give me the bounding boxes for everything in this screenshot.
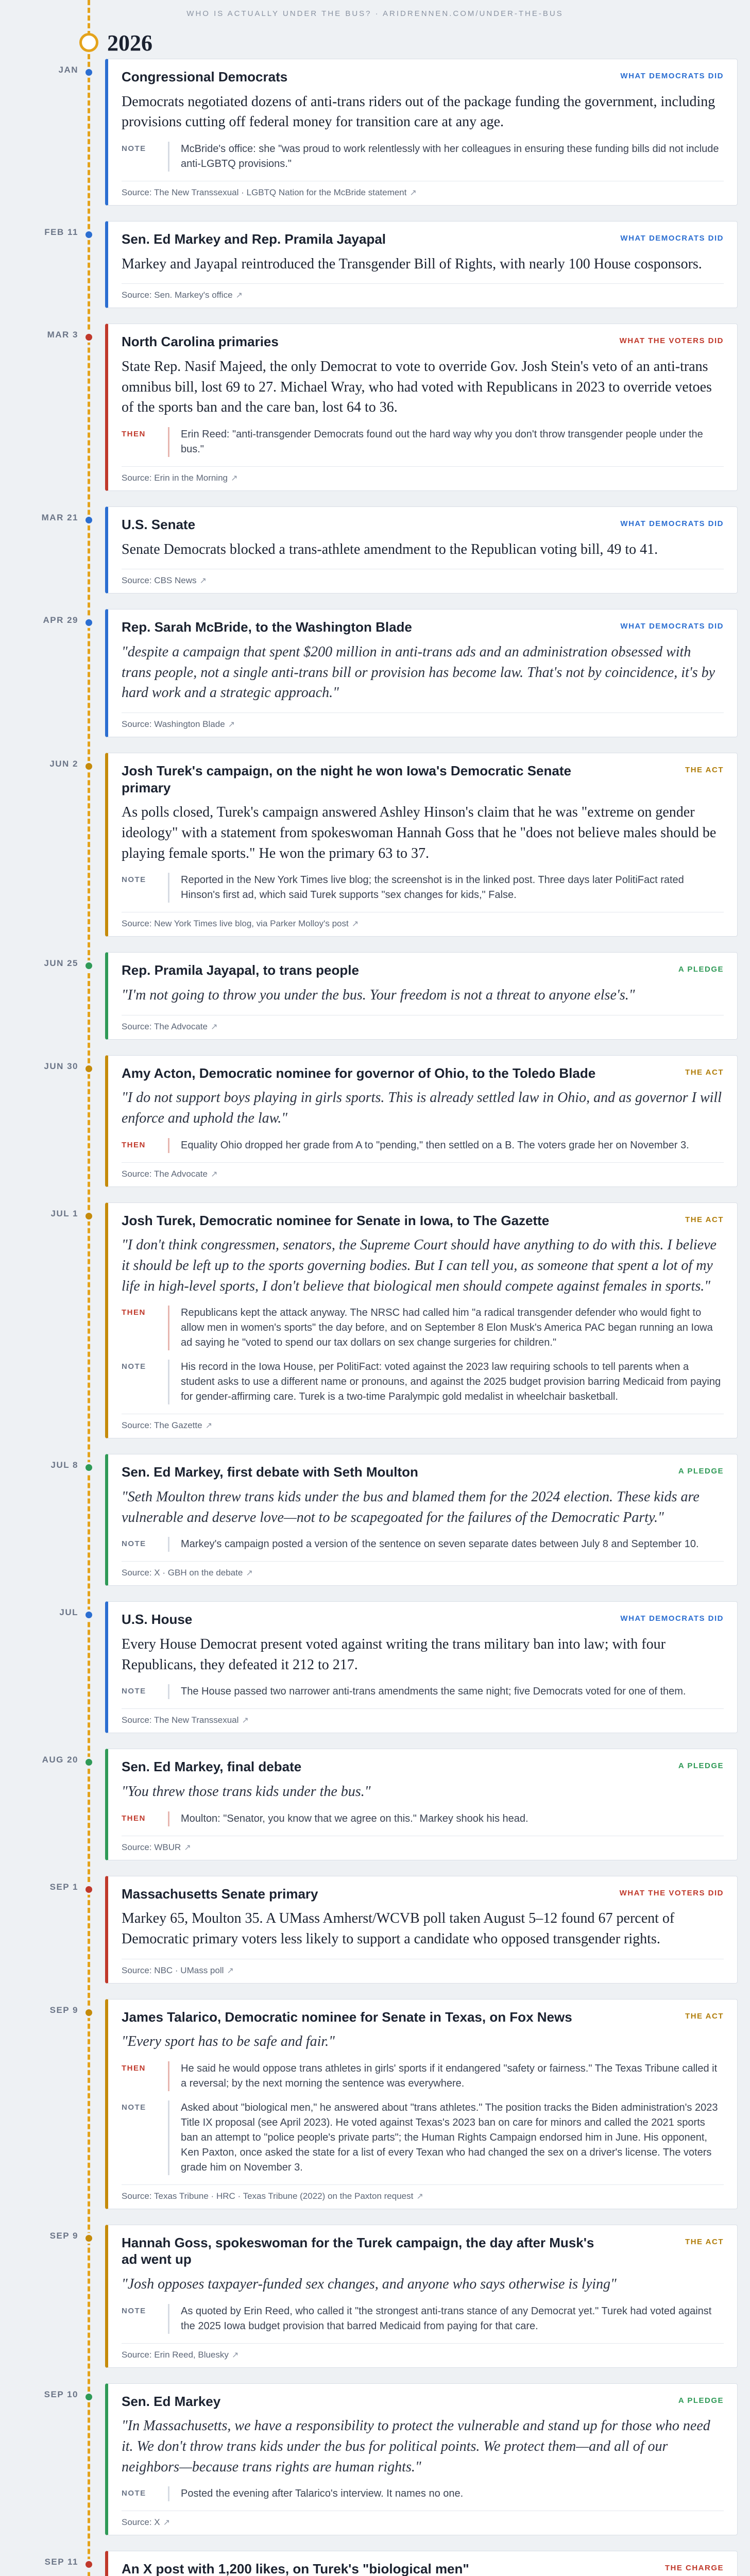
year-row (0, 27, 750, 59)
timeline-entry (0, 753, 750, 937)
entry-quote: "I don't think congressmen, senators, the Supreme Court should have anything to do with this. I believe it should be left up to the sports governing bodies. But I can tell you, as someone that spent a lot of my life in high-level sports, I don't believe that biological men should compete against females in sports." (122, 1237, 717, 1294)
source-link[interactable] (122, 2350, 724, 2360)
source-link[interactable] (122, 1022, 724, 1032)
external-link-icon[interactable]: ↗ (231, 2350, 239, 2360)
external-link-icon[interactable]: ↗ (199, 577, 207, 586)
timeline-dot-icon (83, 960, 94, 971)
sub-text: As quoted by Erin Reed, who called it "the strongest anti-trans stance of any Democrat yet." Turek had voted against the 2025 Iowa budget provision that barred Medicaid from paying for that care. (168, 2304, 724, 2334)
sub-text: Reported in the New York Times live blog; the screenshot is in the linked post. Three days later PolitiFact rated Hinson's first ad, which said Turek supports "sex changes for kids," False. (168, 873, 724, 903)
entry-actor: Sen. Ed Markey (122, 2393, 221, 2409)
entry-note (122, 1684, 724, 1699)
entry-actor: Sen. Ed Markey, first debate with Seth Moulton (122, 1464, 418, 1480)
source-text[interactable]: Source: The New Transsexual · LGBTQ Nation for the McBride statement (122, 188, 407, 197)
external-link-icon[interactable]: ↗ (416, 2192, 423, 2201)
timeline-entry (0, 609, 750, 737)
external-link-icon[interactable]: ↗ (163, 2518, 171, 2528)
entry-actor: U.S. Senate (122, 517, 196, 532)
entry-header (122, 333, 724, 350)
source-link[interactable] (122, 1568, 724, 1578)
entry-header (122, 1886, 724, 1903)
timeline-dot-icon (83, 2007, 94, 2018)
timeline-entry (0, 221, 750, 308)
entry-card (105, 952, 738, 1039)
entry-card (105, 1055, 738, 1187)
source-text[interactable]: Source: WBUR (122, 1842, 181, 1852)
source-link[interactable] (122, 473, 724, 483)
sub-text: Equality Ohio dropped her grade from A to "pending," then settled on a B. The voters grade her on November 3. (168, 1138, 724, 1153)
sub-tag: THEN (122, 1140, 146, 1149)
entry-then (122, 2061, 724, 2091)
entry-then (122, 1138, 724, 1153)
timeline-dot-icon (83, 67, 94, 78)
entry-header (122, 1464, 724, 1481)
sub-text: He said he would oppose trans athletes in girls' sports if it endangered "safety or fairness." The Texas Tribune called it a reversal; by the next morning the sentence was everywhere. (168, 2061, 724, 2091)
entry-category-badge: THE ACT (685, 766, 724, 774)
external-link-icon[interactable]: ↗ (205, 1421, 212, 1431)
external-link-icon[interactable]: ↗ (235, 291, 243, 300)
entry-quote: "despite a campaign that spent $200 million in anti-trans ads and an administration obsessed with trans people, not a single anti-trans bill or provision has become law. That's not by coincidence, it's by hard work and a strategic approach." (122, 643, 715, 701)
timeline-entry (0, 1055, 750, 1187)
source-link[interactable] (122, 1420, 724, 1431)
card-divider (122, 1561, 724, 1562)
entry-card (105, 2551, 738, 2576)
entry-actor: James Talarico, Democratic nominee for Senate in Texas, on Fox News (122, 2009, 572, 2025)
entry-date: JUL (59, 1607, 78, 1618)
entry-card (105, 1454, 738, 1586)
entry-body: Every House Democrat present voted against writing the trans military ban into law; with four Republicans, they defeated it 212 to 217. (122, 1636, 666, 1673)
entry-header (122, 1758, 724, 1775)
entry-card (105, 506, 738, 594)
card-divider (122, 1708, 724, 1709)
timeline-dot-icon (83, 1211, 94, 1222)
entry-header (122, 2561, 724, 2576)
entry-card (105, 2383, 738, 2536)
entry-actor: North Carolina primaries (122, 334, 279, 350)
entry-quote: "Seth Moulton threw trans kids under the bus and blamed them for the 2024 election. These kids are vulnerable and deserve love—not to be scapegoated for the failures of the Democratic Party." (122, 1488, 700, 1526)
source-text[interactable]: Source: CBS News (122, 575, 197, 586)
entry-date: SEP 9 (49, 2230, 78, 2241)
entry-body: Democrats negotiated dozens of anti-trans riders out of the package funding the government, including provisions cutting off federal money for transition care at any age. (122, 93, 715, 130)
sub-tag: NOTE (122, 1687, 146, 1696)
entry-date: JUL 1 (50, 1208, 78, 1218)
card-divider (122, 2184, 724, 2185)
timeline-dot-icon (83, 229, 94, 240)
external-link-icon[interactable]: ↗ (246, 1569, 253, 1578)
entry-note (122, 1360, 724, 1404)
sub-text: Republicans kept the attack anyway. The NRSC had called him "a radical transgender defender who would fight to allow men in women's sports" the day before, and on September 8 Elon Musk's America PAC began running an Iowa ad saying he "voted to spend our tax dollars on sex change surgeries for children." (168, 1306, 724, 1350)
source-link[interactable] (122, 919, 724, 929)
entry-date: SEP 11 (44, 2557, 78, 2567)
entry-date: FEB 11 (44, 227, 78, 237)
entry-header (122, 1065, 724, 1082)
sub-tag: NOTE (122, 144, 146, 153)
entry-category-badge: WHAT DEMOCRATS DID (620, 622, 724, 631)
source-text[interactable]: Source: NBC · UMass poll (122, 1965, 224, 1975)
entry-card (105, 1999, 738, 2209)
entry-date: MAR 3 (47, 330, 78, 340)
entry-category-badge: THE ACT (685, 2011, 724, 2021)
external-link-icon[interactable]: ↗ (210, 1170, 218, 1179)
external-link-icon[interactable]: ↗ (184, 1843, 191, 1852)
entry-date: SEP 9 (49, 2005, 78, 2015)
timeline-dot-icon (83, 617, 94, 628)
entry-card (105, 324, 738, 491)
site-header-text: WHO IS ACTUALLY UNDER THE BUS? · ARIDRENNEN.COM/UNDER-THE-BUS (186, 9, 564, 18)
source-link[interactable] (122, 2191, 724, 2201)
sub-tag: NOTE (122, 1539, 146, 1549)
source-text[interactable]: Source: Sen. Markey's office (122, 290, 233, 300)
entry-header (122, 2009, 724, 2026)
entry-date: SEP 1 (49, 1882, 78, 1892)
sub-text: His record in the Iowa House, per PolitiFact: voted against the 2023 law requiring schools to tell parents when a student asks to use a different name or pronouns, and against the 2025 budget provision barring Medicaid from paying for gender-affirming care. Turek is a two-time Paralympic gold medalist in wheelchair basketball. (168, 1360, 724, 1404)
entry-body: Markey 65, Moulton 35. A UMass Amherst/WCVB poll taken August 5–12 found 67 percent of Democratic primary voters less likely to support a candidate who opposed transgender rights. (122, 1910, 675, 1947)
timeline-dot-icon (83, 1462, 94, 1473)
timeline-dot-icon (83, 1884, 94, 1895)
entry-card (105, 2225, 738, 2368)
timeline-entry (0, 2383, 750, 2536)
entry-note (122, 873, 724, 903)
entry-note (122, 1537, 724, 1552)
sub-tag: NOTE (122, 875, 146, 885)
sub-tag: THEN (122, 1814, 146, 1823)
entry-category-badge: WHAT DEMOCRATS DID (620, 234, 724, 243)
external-link-icon[interactable]: ↗ (351, 920, 359, 929)
entry-actor: Hannah Goss, spokeswoman for the Turek campaign, the day after Musk's ad went up (122, 2234, 594, 2267)
sub-tag: NOTE (122, 2306, 146, 2315)
timeline-dot-icon (83, 1757, 94, 1768)
entry-header (122, 762, 724, 796)
entry-card (105, 753, 738, 937)
sub-text: Markey's campaign posted a version of the sentence on seven separate dates between July 8 and September 10. (168, 1537, 724, 1552)
source-text[interactable]: Source: X (122, 2517, 160, 2528)
entry-then (122, 1811, 724, 1826)
entry-category-badge: WHAT THE VOTERS DID (619, 336, 724, 346)
sub-text: Posted the evening after Talarico's interview. It names no one. (168, 2486, 724, 2501)
sub-text: The House passed two narrower anti-trans amendments the same night; five Democrats voted for one of them. (168, 1684, 724, 1699)
entry-category-badge: WHAT DEMOCRATS DID (620, 72, 724, 80)
timeline-entry (0, 506, 750, 594)
entry-category-badge: WHAT DEMOCRATS DID (620, 1614, 724, 1623)
source-text[interactable]: Source: X · GBH on the debate (122, 1568, 243, 1578)
entry-category-badge: WHAT DEMOCRATS DID (620, 519, 724, 528)
entry-date: MAR 21 (41, 513, 78, 522)
entry-note (122, 2100, 724, 2175)
card-divider (122, 1162, 724, 1163)
timeline (0, 59, 750, 2576)
timeline-dot-icon (83, 332, 94, 343)
entry-category-badge: A PLEDGE (678, 1467, 724, 1476)
entry-date: JUN 30 (44, 1061, 78, 1071)
entry-actor: Massachusetts Senate primary (122, 1886, 318, 1902)
entry-date: AUG 20 (42, 1755, 78, 1765)
entry-header (122, 2393, 724, 2410)
entry-note (122, 2486, 724, 2501)
entry-header (122, 1212, 724, 1229)
entry-header (122, 2234, 724, 2268)
entry-header (122, 231, 724, 248)
entry-category-badge: THE CHARGE (664, 2564, 724, 2573)
source-text[interactable]: Source: Washington Blade (122, 719, 225, 729)
source-link[interactable] (122, 188, 724, 198)
entry-header (122, 69, 724, 86)
entry-actor: Amy Acton, Democratic nominee for governor of Ohio, to the Toledo Blade (122, 1065, 596, 1081)
external-link-icon[interactable]: ↗ (228, 720, 235, 729)
year-heading: 2026 (107, 30, 152, 56)
entry-note (122, 142, 724, 172)
source-link[interactable] (122, 1715, 724, 1725)
entry-date: APR 29 (43, 615, 78, 625)
entry-note (122, 2304, 724, 2334)
entry-card (105, 609, 738, 737)
entry-actor: U.S. House (122, 1612, 193, 1628)
sub-tag: THEN (122, 1308, 146, 1317)
entry-actor: Sen. Ed Markey and Rep. Pramila Jayapal (122, 231, 386, 247)
external-link-icon[interactable]: ↗ (242, 1716, 249, 1725)
entry-card (105, 1601, 738, 1733)
external-link-icon[interactable]: ↗ (210, 1022, 218, 1031)
source-link[interactable] (122, 575, 724, 586)
entry-actor: An X post with 1,200 likes, on Turek's "biological men" (122, 2561, 469, 2576)
entry-card (105, 1749, 738, 1860)
entry-quote: "I do not support boys playing in girls sports. This is already settled law in Ohio, and as governor I will enforce and uphold the law." (122, 1090, 722, 1126)
entry-category-badge: THE ACT (685, 1067, 724, 1077)
entry-actor: Rep. Sarah McBride, to the Washington Blade (122, 619, 412, 635)
entry-card (105, 221, 738, 308)
source-text[interactable]: Source: Erin Reed, Bluesky (122, 2349, 229, 2360)
entry-then (122, 1306, 724, 1350)
timeline-dot-icon (83, 1063, 94, 1074)
sub-tag: THEN (122, 2063, 146, 2073)
sub-text: McBride's office: she "was proud to work relentlessly with her colleagues in ensuring these funding bills did not include anti-LGBTQ provisions." (168, 142, 724, 172)
timeline-entry (0, 1999, 750, 2209)
entry-body: As polls closed, Turek's campaign answered Ashley Hinson's claim that he was "extreme on gender ideology" with a statement from spokeswoman Hannah Goss that he "does not believe males should be playing female sports." He won the primary 63 to 37. (122, 804, 717, 861)
entry-category-badge: WHAT THE VOTERS DID (619, 1888, 724, 1897)
external-link-icon[interactable]: ↗ (410, 189, 417, 197)
sub-tag: NOTE (122, 2103, 146, 2112)
entry-header (122, 962, 724, 979)
entry-header (122, 516, 724, 533)
entry-body: Markey and Jayapal reintroduced the Transgender Bill of Rights, with nearly 100 House cosponsors. (122, 256, 702, 272)
source-text[interactable]: Source: The Gazette (122, 1420, 202, 1431)
sub-text: Erin Reed: "anti-transgender Democrats found out the hard way why you don't throw transgender people under the bus." (168, 427, 724, 457)
sub-tag: NOTE (122, 1362, 146, 1371)
entry-quote: "You threw those trans kids under the bus." (122, 1783, 371, 1800)
entry-category-badge: THE ACT (685, 1215, 724, 1224)
sub-tag: THEN (122, 430, 146, 438)
timeline-dot-icon (83, 2392, 94, 2402)
timeline-entry (0, 1601, 750, 1733)
entry-category-badge: A PLEDGE (678, 1761, 724, 1771)
external-link-icon[interactable]: ↗ (227, 1966, 234, 1975)
entry-date: JUL 8 (50, 1460, 78, 1470)
timeline-dot-icon (83, 761, 94, 772)
source-text[interactable]: Source: New York Times live blog, via Parker Molloy's post (122, 919, 349, 929)
entry-category-badge: A PLEDGE (678, 2396, 724, 2405)
timeline-entry (0, 1876, 750, 1984)
entry-header (122, 619, 724, 636)
timeline-dot-icon (83, 515, 94, 526)
entry-category-badge: A PLEDGE (678, 965, 724, 974)
entry-then (122, 427, 724, 457)
source-link[interactable] (122, 719, 724, 730)
card-divider (122, 466, 724, 467)
card-divider (122, 2343, 724, 2344)
external-link-icon[interactable]: ↗ (231, 474, 238, 483)
timeline-entry (0, 1202, 750, 1439)
timeline-entry (0, 324, 750, 491)
entry-actor: Rep. Pramila Jayapal, to trans people (122, 962, 359, 978)
entry-date: SEP 10 (44, 2389, 78, 2399)
timeline-entry (0, 952, 750, 1039)
site-header (0, 0, 750, 27)
entry-date: JAN (58, 65, 78, 75)
timeline-entry (0, 2551, 750, 2576)
timeline-dot-icon (83, 2559, 94, 2570)
timeline-entry (0, 1749, 750, 1860)
sub-tag: NOTE (122, 2489, 146, 2498)
source-link[interactable] (122, 2517, 724, 2528)
timeline-entry (0, 2225, 750, 2368)
entry-actor: Josh Turek, Democratic nominee for Senate in Iowa, to The Gazette (122, 1212, 550, 1228)
entry-quote: "Every sport has to be safe and fair." (122, 2033, 335, 2049)
entry-body: State Rep. Nasif Majeed, the only Democrat to vote to override Gov. Josh Stein's veto of an anti-trans omnibus bill, lost 69 to 27. Michael Wray, who had voted with Republicans in 2023 to override vetoes of the sports ban and the care ban, lost 64 to 36. (122, 358, 712, 416)
entry-date: JUN 2 (49, 759, 78, 769)
entry-body: Senate Democrats blocked a trans-athlete amendment to the Republican voting bill, 49 to 41. (122, 541, 658, 557)
timeline-knob-icon (79, 33, 98, 52)
sub-text: Asked about "biological men," he answered about "trans athletes." The position tracks the Biden administration's 2023 Title IX proposal (see April 2023). He voted against Texas's 2023 ban on care for minors and called the 2021 sports ban an attempt to "police people's private parts"; the Human Rights Campaign endorsed him in June. His opponent, Ken Paxton, once asked the state for a list of every Texan who had changed the sex on a driver's license. The voters grade him on November 3. (168, 2100, 724, 2175)
source-link[interactable] (122, 1842, 724, 1853)
entry-header (122, 1611, 724, 1628)
timeline-dot-icon (83, 1609, 94, 1620)
entry-actor: Sen. Ed Markey, final debate (122, 1759, 302, 1775)
entry-actor: Congressional Democrats (122, 69, 288, 84)
source-text[interactable]: Source: The New Transsexual (122, 1715, 239, 1725)
entry-quote: "I'm not going to throw you under the bus. Your freedom is not a threat to anyone else's." (122, 987, 635, 1003)
source-text[interactable]: Source: Texas Tribune · HRC · Texas Tribune (2022) on the Paxton request (122, 2191, 414, 2201)
entry-card (105, 1876, 738, 1984)
card-divider (122, 283, 724, 284)
sub-text: Moulton: "Senator, you know that we agree on this." Markey shook his head. (168, 1811, 724, 1826)
entry-category-badge: THE ACT (685, 2237, 724, 2246)
entry-date: JUN 25 (44, 958, 78, 969)
timeline-entry (0, 59, 750, 206)
source-link[interactable] (122, 1965, 724, 1976)
entry-actor: Josh Turek's campaign, on the night he won Iowa's Democratic Senate primary (122, 763, 571, 795)
source-text[interactable]: Source: The Advocate (122, 1021, 208, 1031)
source-link[interactable] (122, 1169, 724, 1179)
source-link[interactable] (122, 290, 724, 300)
entry-card (105, 59, 738, 206)
entry-card (105, 1202, 738, 1439)
source-text[interactable]: Source: The Advocate (122, 1168, 208, 1179)
source-text[interactable]: Source: Erin in the Morning (122, 473, 228, 483)
entry-quote: "Josh opposes taxpayer-funded sex changes, and anyone who says otherwise is lying" (122, 2276, 617, 2292)
timeline-entry (0, 1454, 750, 1586)
entry-quote: "In Massachusetts, we have a responsibility to protect the vulnerable and stand up for those who need it. We don't throw trans kids under the bus for political points. We protect them—and all of our neighbors—because trans rights are human rights." (122, 2418, 710, 2475)
timeline-dot-icon (83, 2233, 94, 2244)
